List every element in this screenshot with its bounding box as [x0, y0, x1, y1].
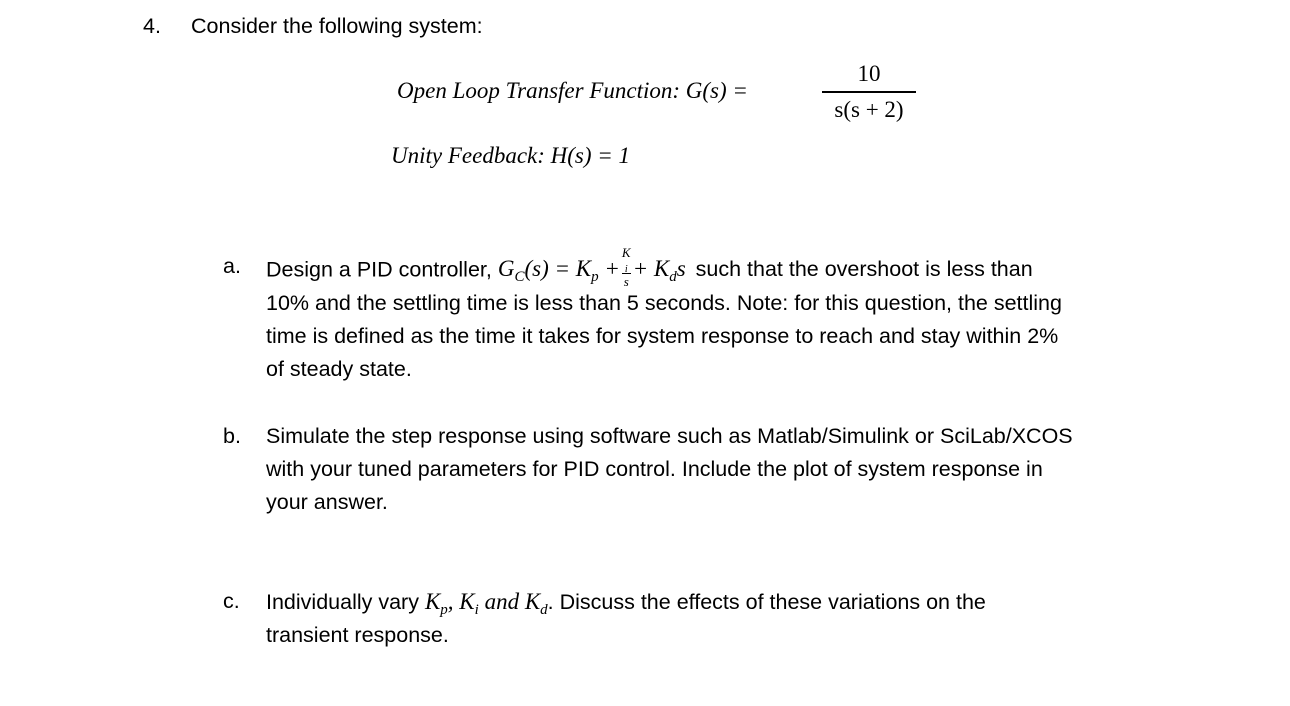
kd-sub: d [540, 602, 548, 618]
part-c-line-2: transient response. [266, 623, 449, 647]
plus-sign-1: + [598, 256, 620, 282]
ki-over-s-fraction [622, 246, 631, 288]
part-c-tail: . Discuss the effects of these variations on the [547, 590, 986, 614]
part-a-line-3: time is defined as the time it takes for system response to reach and stay within 2% [266, 324, 1059, 348]
part-a-tail: such that the overshoot is less than [695, 257, 1033, 282]
part-b-line-3: your answer. [266, 490, 388, 514]
ki-numerator-subscript: i [624, 264, 628, 275]
gc-subscript: C [514, 269, 525, 286]
feedback-label: Unity Feedback: [391, 143, 545, 168]
part-c-marker: c. [223, 589, 240, 613]
gc-rest: (s) = K [524, 256, 592, 282]
kd-subscript: d [669, 269, 677, 286]
feedback-equation [391, 143, 630, 169]
part-b-marker: b. [223, 424, 241, 448]
ki-sub: i [474, 602, 479, 618]
plus-sign-2: + K [632, 256, 670, 282]
part-a-line-2: 10% and the settling time is less than 5 seconds. Note: for this question, the settling [266, 291, 1062, 315]
fraction-denominator: s(s + 2) [834, 96, 904, 122]
ki-symbol: , K [447, 589, 475, 614]
feedback-expr: H(s) = 1 [550, 143, 631, 168]
question-intro: Consider the following system: [191, 14, 483, 38]
ki-numerator: K [621, 245, 631, 260]
part-b-line-1: Simulate the step response using software such as Matlab/Simulink or SciLab/XCOS [266, 424, 1073, 448]
and-kd-symbol: and K [478, 589, 541, 614]
kp-sub: p [440, 602, 448, 618]
gain-symbols [424, 589, 548, 618]
question-number: 4. [143, 14, 161, 38]
part-a-lead: Design a PID controller, [266, 257, 492, 282]
fraction-numerator: 10 [857, 61, 881, 86]
part-a-marker: a. [223, 254, 241, 278]
fraction-bar [822, 91, 916, 93]
ki-denominator: s [623, 274, 629, 290]
kp-subscript: p [591, 269, 599, 286]
part-a-line-4: of steady state. [266, 357, 412, 381]
kp-symbol: K [424, 589, 441, 614]
open-loop-equation [397, 78, 748, 104]
open-loop-label: Open Loop Transfer Function: [397, 78, 681, 103]
pid-formula [497, 245, 686, 290]
part-b-line-2: with your tuned parameters for PID control. Include the plot of system response in [266, 457, 1043, 481]
gc-symbol: G [497, 256, 515, 282]
part-c-line-1 [266, 585, 986, 619]
open-loop-lhs: G(s) = [685, 78, 748, 103]
part-a-line-1 [266, 245, 1033, 292]
part-c-lead: Individually vary [266, 590, 419, 614]
transfer-function-fraction [822, 60, 916, 124]
kd-variable: s [676, 256, 686, 282]
